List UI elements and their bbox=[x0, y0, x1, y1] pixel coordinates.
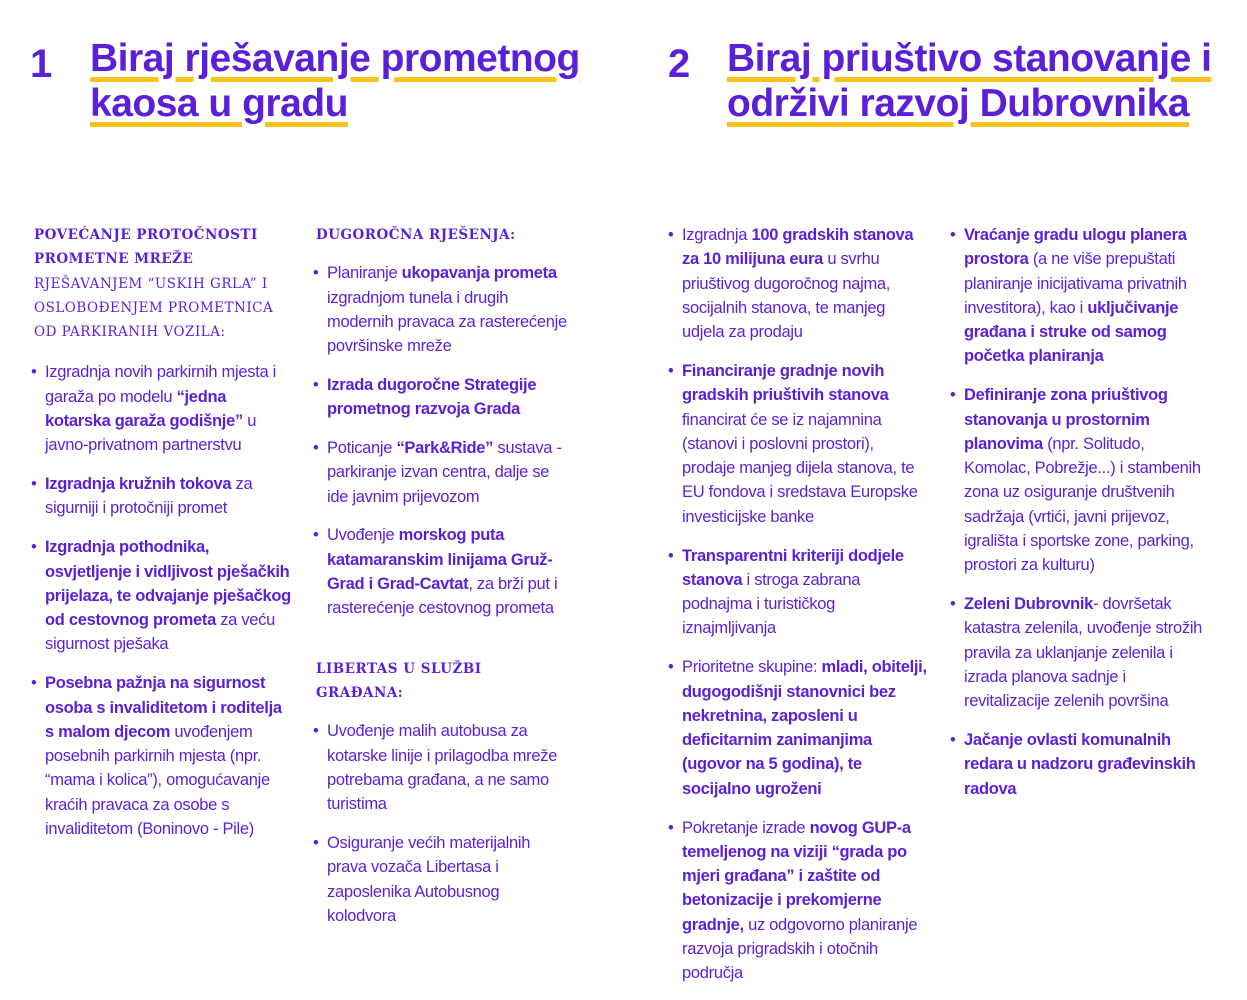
bullet-list bbox=[668, 223, 930, 986]
heading-bold: POVEĆANJE PROTOČNOSTI PROMETNE MREŽE bbox=[34, 227, 258, 268]
list-item: • Izgradnja kružnih tokova za sigurniji i protočniji promet bbox=[31, 472, 293, 521]
list-item: • Izgradnja pothodnika, osvjetljenje i vidljivost pješačkih prijelaza, te odvajanje pješačkog od cestovnog prometa za veću sigurnost pješaka bbox=[31, 535, 293, 656]
section-title-2 bbox=[727, 36, 1211, 126]
list-item: • Planiranje ukopavanja prometa izgradnjom tunela i drugih modernih pravaca za rasterećenje površinske mreže bbox=[313, 261, 571, 358]
title-line: Biraj rješavanje prometnog bbox=[90, 37, 580, 80]
list-item: • Izgradnja novih parkirnih mjesta i garaža po modelu “jedna kotarska garaža godišnje” u javno-privatnom partnerstvu bbox=[31, 360, 293, 457]
title-line: kaosa u gradu bbox=[90, 82, 348, 125]
section-number-1: 1 bbox=[30, 42, 53, 86]
left-column-2 bbox=[313, 223, 571, 943]
list-item: • Definiranje zona priuštivog stanovanja u prostornim planovima (npr. Solitudo, Komolac, Pobrežje...) i stambenih zona uz osiguranje društvenih sadržaja (vrtići, javni prijevoz, igrališta i sportske zone, parking, prostori za kulturu) bbox=[950, 383, 1212, 577]
list-item: • Osiguranje većih materijalnih prava vozača Libertasa i zaposlenika Autobusnog kolodvora bbox=[313, 831, 571, 928]
right-column-1 bbox=[668, 223, 930, 1000]
list-item: • Izgradnja 100 gradskih stanova za 10 milijuna eura u svrhu priuštivog dugoročnog najma, socijalnih stanova, te manjeg udjela za prodaju bbox=[668, 223, 930, 344]
list-item: • Uvođenje morskog puta katamaranskim linijama Gruž-Grad i Grad-Cavtat, za brži put i rasterećenje cestovnog prometa bbox=[313, 523, 571, 620]
title-line: Biraj priuštivo stanovanje i bbox=[727, 37, 1212, 80]
bullet-list bbox=[31, 360, 293, 841]
bullet-list bbox=[313, 719, 571, 928]
bullet-list bbox=[950, 223, 1212, 801]
list-item: • Vraćanje gradu ulogu planera prostora (a ne više prepuštati planiranje inicijativama privatnih investitora), kao i uključivanje građana i struke od samog početka planiranja bbox=[950, 223, 1212, 369]
bullet-list bbox=[313, 261, 571, 620]
section-heading: LIBERTAS U SLUŽBI GRAĐANA: bbox=[316, 660, 482, 701]
section-title-1 bbox=[90, 36, 580, 126]
title-line: održivi razvoj Dubrovnika bbox=[727, 82, 1190, 125]
left-column-1 bbox=[31, 223, 293, 856]
right-column-2 bbox=[950, 223, 1212, 816]
list-item: • Transparentni kriteriji dodjele stanova i stroga zabrana podnajma i turističkog iznajmljivanja bbox=[668, 544, 930, 641]
list-item: • Prioritetne skupine: mladi, obitelji, dugogodišnji stanovnici bez nekretnina, zaposleni u deficitarnim zanimanjima (ugovor na 5 godina), te socijalno ugroženi bbox=[668, 655, 930, 801]
section-heading: DUGOROČNA RJEŠENJA: bbox=[316, 227, 516, 243]
section-number-2: 2 bbox=[668, 42, 691, 86]
list-item: • Uvođenje malih autobusa za kotarske linije i prilagodba mreže potrebama građana, a ne samo turistima bbox=[313, 719, 571, 816]
list-item: • Poticanje “Park&Ride” sustava - parkiranje izvan centra, dalje se ide javnim prijevozom bbox=[313, 436, 571, 509]
list-item: • Jačanje ovlasti komunalnih redara u nadzoru građevinskih radova bbox=[950, 728, 1212, 801]
section-heading bbox=[31, 223, 293, 344]
list-item: • Izrada dugoročne Strategije prometnog razvoja Grada bbox=[313, 373, 571, 422]
list-item: • Zeleni Dubrovnik- dovršetak katastra zelenila, uvođenje strožih pravila za uklanjanje zelenila i izrada planova sadnje i revitalizacije zelenih površina bbox=[950, 592, 1212, 713]
list-item: • Financiranje gradnje novih gradskih priuštivih stanova financirat će se iz najamnina (stanovi i poslovni prostori), prodaje manjeg dijela stanova, te EU fondova i sredstava Europske investicijske banke bbox=[668, 359, 930, 529]
list-item: • Posebna pažnja na sigurnost osoba s invaliditetom i roditelja s malom djecom uvođenjem posebnih parkirnih mjesta (npr. “mama i kolica”), omogućavanje kraćih pravaca za osobe s invaliditetom (Boninovo - Pile) bbox=[31, 671, 293, 841]
heading-rest: RJEŠAVANJEM “USKIH GRLA” I OSLOBOĐENJEM PROMETNICA OD PARKIRANIH VOZILA: bbox=[34, 275, 274, 341]
list-item: • Pokretanje izrade novog GUP-a temeljenog na viziji “grada po mjeri građana” i zaštite od betonizacije i prekomjerne gradnje, uz odgovorno planiranje razvoja prigradskih i otočnih područja bbox=[668, 816, 930, 986]
